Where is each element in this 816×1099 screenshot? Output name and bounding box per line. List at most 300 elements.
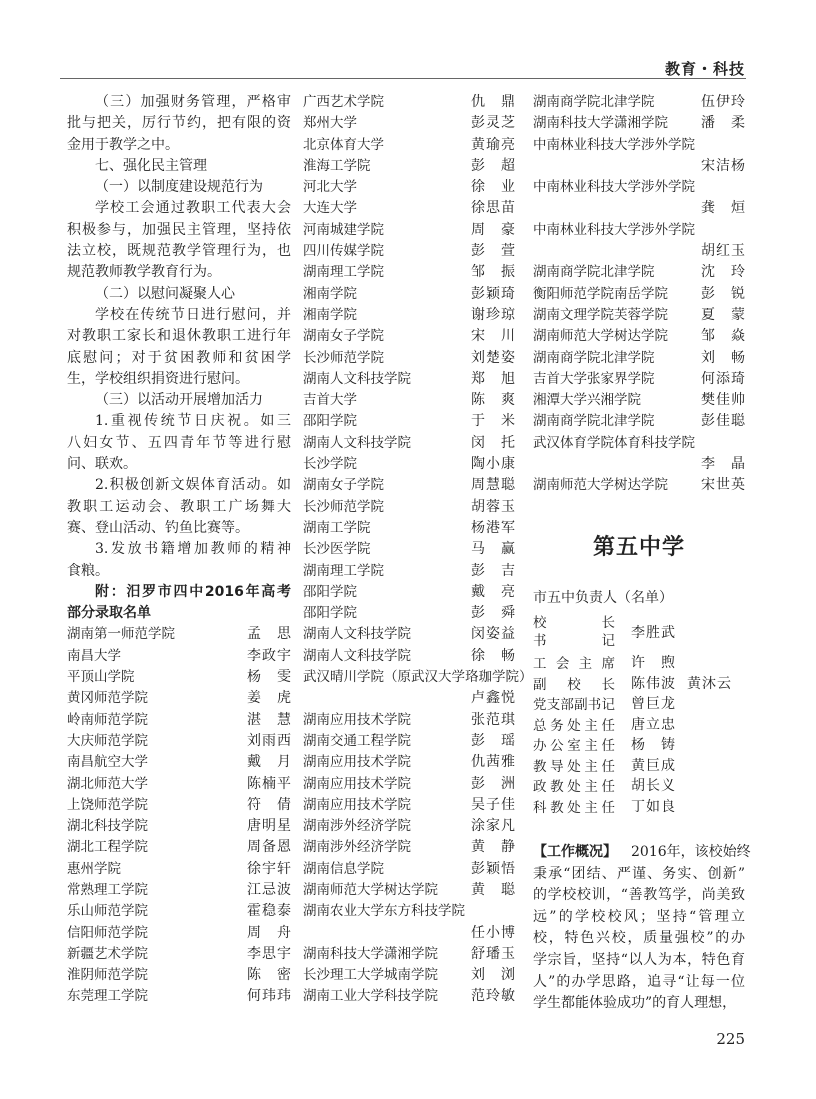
student-name: 何玮玮 xyxy=(247,988,291,1005)
leader-title: 校长 xyxy=(533,615,615,631)
overview-label: 【工作概况】 xyxy=(533,844,617,860)
school-name: 河南城建学院 xyxy=(303,221,384,238)
list-item xyxy=(67,624,291,645)
list-item xyxy=(303,603,515,624)
student-name: 彭超 xyxy=(471,157,515,174)
text-line: 对教职工家长和退休教职工进行年 xyxy=(67,328,291,345)
student-name: 彭瑶 xyxy=(471,732,515,749)
school-name: 湖北科技学院 xyxy=(67,818,148,835)
student-name: 范玲敏 xyxy=(471,988,515,1005)
school-name: 湖南商学院北津学院 xyxy=(533,94,655,110)
leader-row xyxy=(533,755,745,776)
school-name: 武汉晴川学院（原武汉大学珞珈学院） xyxy=(303,669,533,686)
school-name: 淮海工学院 xyxy=(303,157,371,174)
school-name: 武汉体育学院体育科技学院 xyxy=(533,434,695,451)
school-title: 第五中学 xyxy=(592,534,685,560)
list-item xyxy=(303,774,515,795)
list-item xyxy=(67,774,291,795)
list-item xyxy=(67,731,291,752)
leader-name: 许煦 xyxy=(631,655,675,672)
school-name: 邵阳学院 xyxy=(303,583,357,600)
school-name: 湖南涉外经济学院 xyxy=(303,818,411,835)
student-name: 宋川 xyxy=(471,328,515,345)
student-name: 彭吉 xyxy=(471,562,515,579)
student-name: 孟思 xyxy=(247,626,291,643)
list-item-continuation xyxy=(533,454,745,475)
school-name: 湖南应用技术学院 xyxy=(303,754,411,771)
leaders-heading: 市五中负责人（名单） xyxy=(533,590,673,606)
student-name: 李晶 xyxy=(701,456,745,473)
school-name: 乐山师范学院 xyxy=(67,903,148,920)
text-line: 批与把关，厉行节约，把有限的资 xyxy=(67,115,291,132)
student-name: 彭灵芝 xyxy=(471,115,515,132)
student-name: 伍伊玲 xyxy=(701,94,745,110)
school-name: 淮阴师范学院 xyxy=(67,967,148,984)
student-name: 彭佳聪 xyxy=(701,413,745,430)
header-rule xyxy=(60,78,746,79)
overview-line: 的学校校训，“善教笃学，尚美致 xyxy=(533,887,745,904)
left-admission-list xyxy=(67,624,291,1007)
list-item xyxy=(303,859,515,880)
list-item xyxy=(303,582,515,603)
list-item xyxy=(533,305,745,326)
school-name: 湖南交通工程学院 xyxy=(303,732,411,749)
student-name: 舒璠玉 xyxy=(471,945,515,962)
list-item xyxy=(303,135,515,156)
leader-row xyxy=(533,796,745,817)
student-name: 闵姿益 xyxy=(471,626,515,643)
student-name: 夏蒙 xyxy=(701,306,745,323)
school-name: 湖南工学院 xyxy=(303,519,371,536)
overview-line: 远”的学校校风；坚持“管理立 xyxy=(533,908,745,925)
text-line: 部分录取名单 xyxy=(67,605,151,622)
school-name: 长沙学院 xyxy=(303,456,357,473)
list-item xyxy=(303,241,515,262)
school-name: 岭南师范学院 xyxy=(67,711,148,728)
list-item xyxy=(533,369,745,390)
text-line: 法立校，既规范教学管理行为，也 xyxy=(67,243,291,260)
list-item xyxy=(533,348,745,369)
text-line: 3.发放书籍增加教师的精神 xyxy=(95,541,291,558)
school-name: 中南林业科技大学涉外学院 xyxy=(533,221,695,238)
leader-name: 黄巨成 xyxy=(631,757,675,774)
text-line: 八妇女节、五四青年节等进行慰 xyxy=(67,434,291,451)
leader-name: 杨铸 xyxy=(631,737,675,754)
list-item xyxy=(303,305,515,326)
school-name: 上饶师范学院 xyxy=(67,796,148,813)
list-item xyxy=(67,710,291,731)
school-name: 新疆艺术学院 xyxy=(67,945,148,962)
school-name: 湖北工程学院 xyxy=(67,839,148,856)
school-name: 郑州大学 xyxy=(303,115,357,132)
leader-name: 唐立忠 xyxy=(631,716,675,733)
school-name: 湖南人文科技学院 xyxy=(303,647,411,664)
middle-admission-list xyxy=(303,92,533,1008)
list-item xyxy=(303,561,515,582)
student-name: 徐宇轩 xyxy=(247,860,291,877)
list-item xyxy=(533,284,745,305)
leaders-list xyxy=(533,612,745,816)
leader-name: 丁如良 xyxy=(631,798,675,815)
leader-title: 总务处主任 xyxy=(533,717,615,734)
school-name: 湖南女子学院 xyxy=(303,477,384,494)
list-item xyxy=(303,667,533,688)
student-name: 徐畅 xyxy=(471,647,515,664)
school-name: 南昌航空大学 xyxy=(67,754,148,771)
list-item xyxy=(533,326,745,347)
list-item xyxy=(303,710,515,731)
leader-row xyxy=(533,714,745,735)
school-name: 四川传媒学院 xyxy=(303,243,384,260)
leader-name: 黄沐云 xyxy=(687,675,731,692)
text-line: （二）以慰问凝聚人心 xyxy=(95,285,235,302)
school-name: 长沙师范学院 xyxy=(303,349,384,366)
student-name: 彭萱 xyxy=(471,243,515,260)
student-name: 沈玲 xyxy=(701,264,745,281)
student-name: 宋洁杨 xyxy=(701,157,745,174)
school-name: 广西艺术学院 xyxy=(303,94,384,110)
school-name: 中南林业科技大学涉外学院 xyxy=(533,136,695,153)
list-item xyxy=(533,475,745,496)
leader-name: 陈伟波 xyxy=(631,675,675,692)
list-item xyxy=(533,92,745,113)
leader-title: 副校长 xyxy=(533,676,615,693)
student-name: 周慧聪 xyxy=(471,477,515,494)
overview-line: 人”的办学思路，追寻“让每一位 xyxy=(533,973,745,990)
student-name: 李思宇 xyxy=(247,945,291,962)
school-name: 东莞理工学院 xyxy=(67,988,148,1005)
list-item xyxy=(533,411,745,432)
student-name: 湛慧 xyxy=(247,711,291,728)
list-item-continuation xyxy=(303,688,515,709)
page-number: 225 xyxy=(716,1030,745,1048)
student-name: 闵托 xyxy=(471,434,515,451)
list-item xyxy=(303,795,515,816)
list-item xyxy=(67,752,291,773)
list-item xyxy=(303,369,515,390)
list-item xyxy=(303,454,515,475)
list-item xyxy=(303,113,515,134)
student-name: 杨雯 xyxy=(247,669,291,686)
school-name: 湖南商学院北津学院 xyxy=(533,264,655,281)
student-name: 周备恩 xyxy=(247,839,291,856)
student-name: 彭洲 xyxy=(471,775,515,792)
student-name: 任小博 xyxy=(471,924,515,941)
school-name: 湖南人文科技学院 xyxy=(303,370,411,387)
school-name: 平顶山学院 xyxy=(67,669,135,686)
leader-title: 政教处主任 xyxy=(533,779,615,796)
school-name: 邵阳学院 xyxy=(303,605,357,622)
student-name: 胡红玉 xyxy=(701,243,745,260)
school-name: 湘南学院 xyxy=(303,306,357,323)
overview-line: 校，特色兴校，质量强校”的办 xyxy=(533,930,745,947)
list-item xyxy=(303,411,515,432)
student-name: 胡蓉玉 xyxy=(471,498,515,515)
left-body-text xyxy=(67,92,291,624)
leader-title: 党支部副书记 xyxy=(533,697,615,714)
student-name: 宋世英 xyxy=(701,477,745,494)
school-name: 湖南涉外经济学院 xyxy=(303,839,411,856)
leader-row xyxy=(533,775,745,796)
overview-line: 学生都能体验成功”的育人理想， xyxy=(533,995,737,1012)
student-name: 邹振 xyxy=(471,264,515,281)
student-name: 邹焱 xyxy=(701,328,745,345)
list-item-continuation xyxy=(303,923,515,944)
student-name: 郑旭 xyxy=(471,370,515,387)
text-line: 底慰问；对于贫困教师和贫困学 xyxy=(67,349,291,366)
list-item-continuation xyxy=(533,198,745,219)
list-item-continuation xyxy=(533,156,745,177)
list-item-continuation xyxy=(533,241,745,262)
list-item xyxy=(67,965,291,986)
text-line: 赛、登山活动、钓鱼比赛等。 xyxy=(67,519,249,536)
leader-name: 李胜武 xyxy=(631,625,675,641)
school-name: 湘南学院 xyxy=(303,285,357,302)
list-item xyxy=(303,816,515,837)
school-name: 吉首大学 xyxy=(303,392,357,409)
leader-title: 书记 xyxy=(533,633,615,649)
list-item xyxy=(303,156,515,177)
student-name: 徐业 xyxy=(471,179,515,196)
student-name: 彭颖琦 xyxy=(471,285,515,302)
leader-title: 办公室主任 xyxy=(533,738,615,755)
school-name: 湖南工业大学科技学院 xyxy=(303,988,438,1005)
text-line: （一）以制度建设规范行为 xyxy=(95,179,263,196)
student-name: 刘楚姿 xyxy=(471,349,515,366)
school-name: 惠州学院 xyxy=(67,860,121,877)
text-line: 七、强化民主管理 xyxy=(95,157,207,174)
overview-line: 秉承“团结、严谨、务实、创新” xyxy=(533,865,745,882)
school-name: 湖南文理学院芙蓉学院 xyxy=(533,306,668,323)
school-name: 大连大学 xyxy=(303,200,357,217)
section-header: 教育・科技 xyxy=(664,60,745,78)
student-name: 陈楠平 xyxy=(247,775,291,792)
list-item xyxy=(67,837,291,858)
list-item xyxy=(303,880,515,901)
list-item xyxy=(67,667,291,688)
overview-line: 学宗旨，坚持“以人为本，特色育 xyxy=(533,951,745,968)
student-name: 谢珍琼 xyxy=(471,306,515,323)
school-name: 吉首大学张家界学院 xyxy=(533,370,655,387)
student-name: 涂家凡 xyxy=(471,818,515,835)
list-item xyxy=(303,390,515,411)
leader-title: 工会主席 xyxy=(533,656,615,673)
student-name: 潘柔 xyxy=(701,115,745,132)
list-item xyxy=(67,816,291,837)
leaders-section xyxy=(533,588,745,816)
school-name: 邵阳学院 xyxy=(303,413,357,430)
list-item xyxy=(303,752,515,773)
student-name: 黄瑜亮 xyxy=(471,136,515,153)
student-name: 周豪 xyxy=(471,221,515,238)
school-name: 黄冈师范学院 xyxy=(67,690,148,707)
middle-column xyxy=(303,92,533,1008)
list-item xyxy=(67,859,291,880)
student-name: 陈密 xyxy=(247,967,291,984)
student-name: 徐思苗 xyxy=(471,200,515,217)
school-name: 河北大学 xyxy=(303,179,357,196)
school-name: 长沙医学院 xyxy=(303,541,371,558)
school-name: 湖南应用技术学院 xyxy=(303,775,411,792)
overview-text: 2016年，该校始终 xyxy=(631,844,751,860)
list-item xyxy=(533,177,745,198)
list-item xyxy=(303,944,515,965)
student-name: 江忌波 xyxy=(247,881,291,898)
overview-line xyxy=(533,842,751,864)
list-item xyxy=(303,901,515,922)
student-name: 龚烜 xyxy=(701,200,745,217)
list-item xyxy=(533,135,745,156)
student-name: 刘浏 xyxy=(471,967,515,984)
list-item xyxy=(303,348,515,369)
student-name: 卢鑫悦 xyxy=(471,690,515,707)
student-name: 刘雨西 xyxy=(247,732,291,749)
student-name: 彭颖悟 xyxy=(471,860,515,877)
school-name: 湖南科技大学潇湘学院 xyxy=(533,115,668,132)
leader-titles xyxy=(533,614,615,650)
school-name: 湖北师范大学 xyxy=(67,775,148,792)
leader-row xyxy=(533,693,745,714)
school-name: 湖南师范大学树达学院 xyxy=(303,881,438,898)
school-name: 湖南第一师范学院 xyxy=(67,626,175,643)
text-line: （三）加强财务管理，严格审 xyxy=(95,94,291,110)
student-name: 张范琪 xyxy=(471,711,515,728)
text-line: 生，学校组织捐资进行慰问。 xyxy=(67,370,249,387)
work-overview xyxy=(533,842,751,1015)
list-item xyxy=(303,262,515,283)
school-name: 衡阳师范学院南岳学院 xyxy=(533,285,668,302)
list-item xyxy=(303,284,515,305)
school-name: 常熟理工学院 xyxy=(67,881,148,898)
student-name: 周舟 xyxy=(247,924,291,941)
text-line: 问、联欢。 xyxy=(67,456,137,473)
student-name: 姜虎 xyxy=(247,690,291,707)
list-item xyxy=(303,731,515,752)
student-name: 杨港军 xyxy=(471,519,515,536)
list-item xyxy=(67,795,291,816)
leader-row xyxy=(533,734,745,755)
text-line: （三）以活动开展增加活力 xyxy=(95,392,263,409)
school-name: 湖南师范大学树达学院 xyxy=(533,477,668,494)
student-name: 马赢 xyxy=(471,541,515,558)
school-name: 湖南应用技术学院 xyxy=(303,796,411,813)
list-item xyxy=(303,497,515,518)
left-column xyxy=(67,92,291,1008)
student-name: 黄聪 xyxy=(471,881,515,898)
list-item xyxy=(533,220,745,241)
student-name: 何添琦 xyxy=(701,370,745,387)
list-item xyxy=(303,518,515,539)
school-name: 南昌大学 xyxy=(67,647,121,664)
text-line: 食粮。 xyxy=(67,562,109,579)
text-line: 金用于教学之中。 xyxy=(67,136,179,153)
list-item xyxy=(67,880,291,901)
school-name: 湖南女子学院 xyxy=(303,328,384,345)
school-name: 中南林业科技大学涉外学院 xyxy=(533,179,695,196)
list-item xyxy=(303,986,515,1007)
student-name: 彭锐 xyxy=(701,285,745,302)
student-name: 彭舜 xyxy=(471,605,515,622)
school-name: 长沙师范学院 xyxy=(303,498,384,515)
student-name: 戴亮 xyxy=(471,583,515,600)
list-item xyxy=(67,944,291,965)
student-name: 霍稳泰 xyxy=(247,903,291,920)
student-name: 戴月 xyxy=(247,754,291,771)
list-item xyxy=(67,923,291,944)
school-name: 湖南人文科技学院 xyxy=(303,626,411,643)
list-item xyxy=(533,262,745,283)
school-name: 大庆师范学院 xyxy=(67,732,148,749)
right-admission-list xyxy=(533,92,745,497)
school-name: 湖南商学院北津学院 xyxy=(533,349,655,366)
list-item xyxy=(303,624,515,645)
leader-row xyxy=(533,673,745,694)
student-name: 樊佳帅 xyxy=(701,392,745,409)
student-name: 仇茜雅 xyxy=(471,754,515,771)
text-line: 2.积极创新文娱体育活动。如 xyxy=(95,477,291,494)
school-name: 湖南人文科技学院 xyxy=(303,434,411,451)
list-item xyxy=(303,646,515,667)
leader-title: 教导处主任 xyxy=(533,758,615,775)
school-name: 湖南信息学院 xyxy=(303,860,384,877)
list-item xyxy=(67,986,291,1007)
list-item xyxy=(303,177,515,198)
school-name: 北京体育大学 xyxy=(303,136,384,153)
student-name: 黄静 xyxy=(471,839,515,856)
list-item xyxy=(533,113,745,134)
student-name: 陶小康 xyxy=(471,456,515,473)
text-line: 教职工运动会、教职工广场舞大 xyxy=(67,498,291,515)
school-name: 湖南科技大学潇湘学院 xyxy=(303,945,438,962)
leader-name: 曾巨龙 xyxy=(631,696,675,713)
school-name: 湘潭大学兴湘学院 xyxy=(533,392,641,409)
student-name: 陈爽 xyxy=(471,392,515,409)
student-name: 唐明星 xyxy=(247,818,291,835)
list-item xyxy=(67,901,291,922)
student-name: 刘畅 xyxy=(701,349,745,366)
school-name: 湖南师范大学树达学院 xyxy=(533,328,668,345)
leader-row xyxy=(533,652,745,673)
list-item xyxy=(533,433,745,454)
school-name: 湖南理工学院 xyxy=(303,562,384,579)
list-item xyxy=(303,326,515,347)
list-item xyxy=(303,220,515,241)
text-line: 积极参与，加强民主管理，坚持依 xyxy=(67,221,291,238)
right-column xyxy=(533,92,745,497)
text-line: 学校在传统节日进行慰问，并 xyxy=(95,306,291,323)
school-name: 信阳师范学院 xyxy=(67,924,148,941)
list-item xyxy=(303,433,515,454)
list-item xyxy=(303,965,515,986)
school-name: 湖南理工学院 xyxy=(303,264,384,281)
text-line: 规范教师教学教育行为。 xyxy=(67,264,221,281)
student-name: 仇鼎 xyxy=(471,94,515,110)
list-item xyxy=(303,198,515,219)
text-line: 附：汨罗市四中2016年高考 xyxy=(95,583,291,600)
school-name: 湖南应用技术学院 xyxy=(303,711,411,728)
student-name: 李政宇 xyxy=(247,647,291,664)
list-item xyxy=(533,390,745,411)
student-name: 吴子佳 xyxy=(471,796,515,813)
student-name: 于米 xyxy=(471,413,515,430)
leader-title: 科教处主任 xyxy=(533,799,615,816)
leader-name: 胡长义 xyxy=(631,778,675,795)
school-name: 湖南农业大学东方科技学院 xyxy=(303,903,465,920)
list-item xyxy=(303,539,515,560)
list-item xyxy=(303,837,515,858)
leader-row xyxy=(533,612,745,652)
school-name: 湖南商学院北津学院 xyxy=(533,413,655,430)
